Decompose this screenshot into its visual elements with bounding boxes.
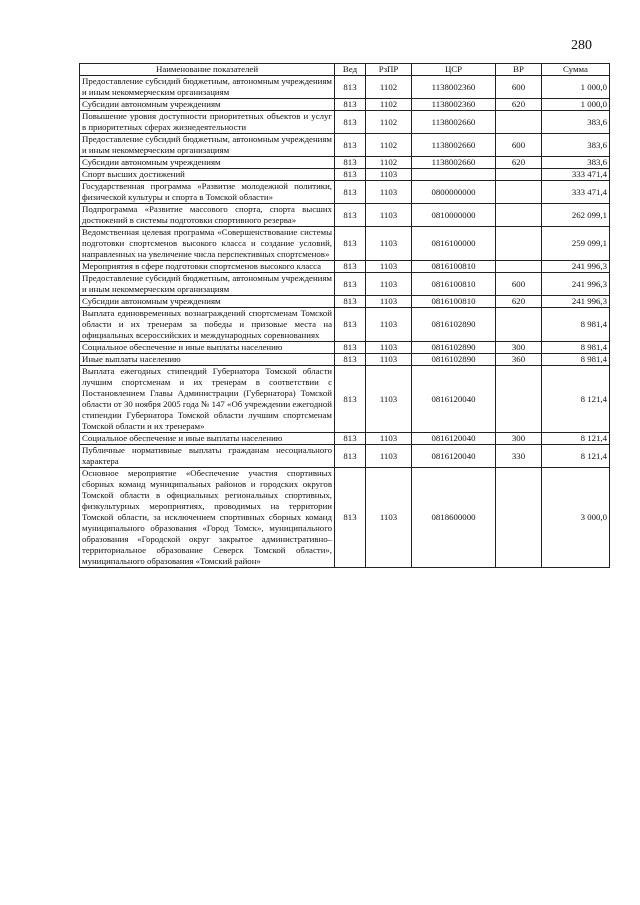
cell-ved: 813	[335, 342, 366, 354]
table-row	[80, 99, 610, 111]
cell-ved: 813	[335, 99, 366, 111]
cell-csr: 0810000000	[412, 204, 496, 227]
cell-rzpr: 1102	[366, 134, 412, 157]
cell-rzpr: 1102	[366, 99, 412, 111]
table-row	[80, 204, 610, 227]
cell-ved: 813	[335, 354, 366, 366]
cell-sum: 383,6	[542, 134, 610, 157]
header-rzpr: РзПР	[366, 64, 412, 76]
cell-rzpr: 1103	[366, 261, 412, 273]
cell-ved: 813	[335, 204, 366, 227]
cell-name: Предоставление субсидий бюджетным, автономным учреждениям и иным некоммерческим организациям	[80, 134, 335, 157]
cell-name: Социальное обеспечение и иные выплаты населению	[80, 342, 335, 354]
cell-vr	[496, 366, 542, 433]
cell-vr	[496, 169, 542, 181]
budget-table	[79, 63, 610, 568]
cell-vr	[496, 111, 542, 134]
cell-ved: 813	[335, 181, 366, 204]
cell-vr: 330	[496, 445, 542, 468]
cell-vr	[496, 181, 542, 204]
cell-name: Государственная программа «Развитие молодежной политики, физической культуры и спорта в Томской области»	[80, 181, 335, 204]
cell-rzpr: 1103	[366, 468, 412, 568]
cell-sum: 241 996,3	[542, 273, 610, 296]
cell-csr: 1138002660	[412, 111, 496, 134]
cell-sum: 8 121,4	[542, 366, 610, 433]
cell-name: Публичные нормативные выплаты гражданам несоциального характера	[80, 445, 335, 468]
cell-name: Выплата ежегодных стипендий Губернатора Томской области лучшим спортсменам и их тренерам в соответствии с Постановлением Главы Администрации (Губернатора) Томской области от 30 ноября 2005 года № 147 «Об учреждении ежегодной стипендии Губернатора Томской области лучшим спортсменам Томской области и их тренерам»	[80, 366, 335, 433]
cell-sum: 383,6	[542, 157, 610, 169]
table-row	[80, 342, 610, 354]
table-row	[80, 273, 610, 296]
cell-csr: 0800000000	[412, 181, 496, 204]
cell-sum: 1 000,0	[542, 99, 610, 111]
cell-vr: 600	[496, 134, 542, 157]
cell-csr: 0816120040	[412, 445, 496, 468]
cell-sum: 1 000,0	[542, 76, 610, 99]
cell-csr: 1138002660	[412, 157, 496, 169]
header-ved: Вед	[335, 64, 366, 76]
cell-rzpr: 1103	[366, 296, 412, 308]
cell-ved: 813	[335, 433, 366, 445]
cell-csr: 1138002360	[412, 99, 496, 111]
cell-csr: 0816100810	[412, 261, 496, 273]
cell-rzpr: 1103	[366, 227, 412, 261]
cell-vr	[496, 261, 542, 273]
table-row	[80, 468, 610, 568]
cell-csr: 0816102890	[412, 342, 496, 354]
cell-ved: 813	[335, 134, 366, 157]
cell-ved: 813	[335, 445, 366, 468]
cell-rzpr: 1103	[366, 204, 412, 227]
header-name: Наименование показателей	[80, 64, 335, 76]
cell-rzpr: 1103	[366, 433, 412, 445]
cell-csr: 1138002360	[412, 76, 496, 99]
cell-ved: 813	[335, 157, 366, 169]
cell-sum: 8 121,4	[542, 445, 610, 468]
cell-csr	[412, 169, 496, 181]
cell-vr	[496, 204, 542, 227]
table-row	[80, 76, 610, 99]
header-sum: Сумма	[542, 64, 610, 76]
cell-name: Субсидии автономным учреждениям	[80, 296, 335, 308]
cell-vr: 620	[496, 296, 542, 308]
cell-name: Ведомственная целевая программа «Совершенствование системы подготовки спортсменов высокого класса и создание условий, направленных на увеличение числа перспективных спортсменов»	[80, 227, 335, 261]
cell-csr: 0816100810	[412, 296, 496, 308]
cell-ved: 813	[335, 261, 366, 273]
table-row	[80, 227, 610, 261]
cell-ved: 813	[335, 227, 366, 261]
cell-vr	[496, 308, 542, 342]
cell-csr: 0818600000	[412, 468, 496, 568]
cell-sum: 8 981,4	[542, 308, 610, 342]
cell-sum: 3 000,0	[542, 468, 610, 568]
cell-csr: 0816100000	[412, 227, 496, 261]
cell-vr: 620	[496, 157, 542, 169]
cell-sum: 259 099,1	[542, 227, 610, 261]
cell-csr: 0816120040	[412, 366, 496, 433]
cell-name: Иные выплаты населению	[80, 354, 335, 366]
header-csr: ЦСР	[412, 64, 496, 76]
cell-vr: 600	[496, 76, 542, 99]
table-row	[80, 433, 610, 445]
cell-csr: 0816102890	[412, 308, 496, 342]
cell-vr: 300	[496, 342, 542, 354]
table-header-row	[80, 64, 610, 76]
cell-ved: 813	[335, 308, 366, 342]
cell-name: Выплата единовременных вознаграждений спортсменам Томской области и их тренерам за победы и призовые места на официальных всероссийских и международных соревнованиях	[80, 308, 335, 342]
cell-name: Основное мероприятие «Обеспечение участия спортивных сборных команд муниципальных районов и городских округов Томской области в официальных региональных спортивных, физкультурных мероприятиях, проводимых на территории Томской области, за исключением спортивных сборных команд муниципального образования «Город Томск», муниципального образования «Городской округ закрытое административно–территориальное образование Северск Томской области», муниципального образования «Томский район»	[80, 468, 335, 568]
cell-name: Мероприятия в сфере подготовки спортсменов высокого класса	[80, 261, 335, 273]
table-row	[80, 354, 610, 366]
table-row	[80, 261, 610, 273]
cell-ved: 813	[335, 366, 366, 433]
cell-csr: 0816102890	[412, 354, 496, 366]
header-vr: ВР	[496, 64, 542, 76]
cell-sum: 262 099,1	[542, 204, 610, 227]
cell-sum: 8 981,4	[542, 342, 610, 354]
cell-rzpr: 1103	[366, 354, 412, 366]
table-row	[80, 169, 610, 181]
cell-vr: 360	[496, 354, 542, 366]
cell-sum: 8 981,4	[542, 354, 610, 366]
cell-name: Социальное обеспечение и иные выплаты населению	[80, 433, 335, 445]
cell-ved: 813	[335, 111, 366, 134]
cell-ved: 813	[335, 169, 366, 181]
cell-ved: 813	[335, 76, 366, 99]
cell-rzpr: 1103	[366, 308, 412, 342]
table-row	[80, 181, 610, 204]
cell-name: Повышение уровня доступности приоритетных объектов и услуг в приоритетных сферах жизнедеятельности	[80, 111, 335, 134]
table-row	[80, 445, 610, 468]
cell-ved: 813	[335, 296, 366, 308]
cell-rzpr: 1103	[366, 342, 412, 354]
cell-sum: 333 471,4	[542, 169, 610, 181]
cell-csr: 1138002660	[412, 134, 496, 157]
cell-sum: 8 121,4	[542, 433, 610, 445]
cell-csr: 0816120040	[412, 433, 496, 445]
cell-ved: 813	[335, 468, 366, 568]
cell-rzpr: 1103	[366, 273, 412, 296]
cell-vr	[496, 227, 542, 261]
cell-sum: 241 996,3	[542, 261, 610, 273]
cell-rzpr: 1102	[366, 111, 412, 134]
cell-sum: 241 996,3	[542, 296, 610, 308]
cell-ved: 813	[335, 273, 366, 296]
cell-name: Предоставление субсидий бюджетным, автономным учреждениям и иным некоммерческим организациям	[80, 76, 335, 99]
table-row	[80, 296, 610, 308]
cell-sum: 333 471,4	[542, 181, 610, 204]
table-body	[80, 76, 610, 568]
cell-vr: 300	[496, 433, 542, 445]
cell-name: Субсидии автономным учреждениям	[80, 157, 335, 169]
cell-rzpr: 1103	[366, 445, 412, 468]
page-number: 280	[571, 38, 592, 53]
cell-rzpr: 1102	[366, 157, 412, 169]
cell-name: Спорт высших достижений	[80, 169, 335, 181]
cell-name: Подпрограмма «Развитие массового спорта, спорта высших достижений в системы подготовки спортивного резерва»	[80, 204, 335, 227]
table-row	[80, 157, 610, 169]
cell-name: Субсидии автономным учреждениям	[80, 99, 335, 111]
table-row	[80, 366, 610, 433]
table-row	[80, 308, 610, 342]
cell-vr	[496, 468, 542, 568]
cell-rzpr: 1103	[366, 169, 412, 181]
table-row	[80, 134, 610, 157]
cell-rzpr: 1102	[366, 76, 412, 99]
cell-name: Предоставление субсидий бюджетным, автономным учреждениям и иным некоммерческим организациям	[80, 273, 335, 296]
table-row	[80, 111, 610, 134]
cell-rzpr: 1103	[366, 366, 412, 433]
cell-vr: 620	[496, 99, 542, 111]
cell-rzpr: 1103	[366, 181, 412, 204]
cell-vr: 600	[496, 273, 542, 296]
cell-csr: 0816100810	[412, 273, 496, 296]
cell-sum: 383,6	[542, 111, 610, 134]
